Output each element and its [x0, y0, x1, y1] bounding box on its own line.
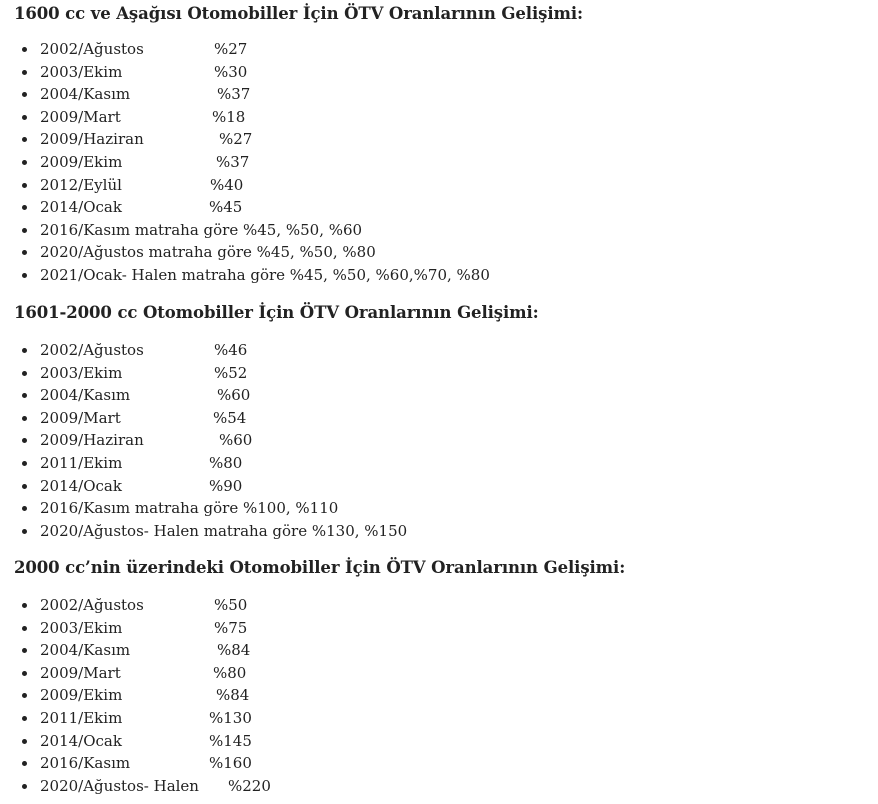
bullet-icon [22, 648, 27, 653]
period-text: 2020/Ağustos matraha göre %45, %50, %80 [40, 243, 376, 262]
period-text: 2009/Mart [40, 663, 121, 682]
period-text: 2009/Haziran [40, 431, 144, 450]
period-text: 2003/Ekim [40, 618, 123, 637]
period-text: 2002/Ağustos [40, 40, 144, 58]
section-title: 1600 cc ve Aşağısı Otomobiller İçin ÖTV Oranlarının Gelişimi: [14, 4, 584, 23]
bullet-icon [22, 371, 27, 376]
period-text: 2009/Ekim [40, 152, 123, 171]
rate-value: %18 [212, 107, 246, 126]
rate-value: %60 [219, 431, 253, 450]
period-text: 2014/Ocak [40, 476, 122, 495]
bullet-icon [22, 228, 27, 233]
bullet-icon [22, 115, 27, 120]
period-text: 2014/Ocak [40, 198, 122, 217]
bullet-icon [22, 393, 27, 398]
bullet-icon [22, 273, 27, 278]
period-text: 2002/Ağustos [40, 596, 144, 614]
rate-value: %220 [228, 776, 271, 795]
bullet-icon [22, 461, 27, 466]
period-text: 2003/Ekim [40, 363, 123, 382]
bullet-icon [22, 47, 27, 52]
rate-value: %160 [209, 754, 252, 773]
bullet-icon [22, 92, 27, 97]
rate-value: %84 [217, 641, 251, 660]
bullet-icon [22, 761, 27, 766]
rate-value: %27 [219, 130, 253, 149]
rate-value: %54 [213, 408, 247, 427]
bullet-icon [22, 529, 27, 534]
rate-value: %90 [209, 476, 243, 495]
bullet-icon [22, 739, 27, 744]
rate-value: %37 [217, 85, 251, 104]
bullet-icon [22, 484, 27, 489]
rate-value: %75 [214, 618, 248, 637]
section-title: 1601-2000 cc Otomobiller İçin ÖTV Oranlarının Gelişimi: [14, 303, 539, 322]
bullet-icon [22, 603, 27, 608]
bullet-icon [22, 506, 27, 511]
period-text: 2004/Kasım [40, 641, 131, 660]
period-text: 2014/Ocak [40, 731, 122, 750]
rate-value: %40 [210, 175, 244, 194]
period-text: 2011/Ekim [40, 453, 123, 472]
bullet-icon [22, 626, 27, 631]
rate-value: %60 [217, 386, 251, 405]
rate-value: %37 [216, 152, 250, 171]
bullet-icon [22, 160, 27, 165]
period-text: 2020/Ağustos- Halen [40, 776, 199, 795]
period-text: 2011/Ekim [40, 708, 123, 727]
bullet-icon [22, 784, 27, 789]
bullet-icon [22, 205, 27, 210]
rate-value: %84 [216, 686, 250, 705]
rate-value: %50 [214, 596, 248, 614]
bullet-icon [22, 693, 27, 698]
section-title: 2000 cc’nin üzerindeki Otomobiller İçin ÖTV Oranlarının Gelişimi: [14, 558, 626, 577]
period-text: 2021/Ocak- Halen matraha göre %45, %50, %60,%70, %80 [40, 265, 490, 284]
period-text: 2016/Kasım [40, 754, 131, 773]
rate-value: %145 [209, 731, 252, 750]
rate-value: %80 [213, 663, 247, 682]
period-text: 2016/Kasım matraha göre %45, %50, %60 [40, 220, 363, 239]
period-text: 2004/Kasım [40, 85, 131, 104]
bullet-icon [22, 348, 27, 353]
period-text: 2016/Kasım matraha göre %100, %110 [40, 499, 339, 518]
period-text: 2009/Mart [40, 107, 121, 126]
period-text: 2012/Eylül [40, 175, 122, 194]
rate-value: %130 [209, 708, 252, 727]
bullet-icon [22, 671, 27, 676]
bullet-icon [22, 716, 27, 721]
bullet-icon [22, 416, 27, 421]
period-text: 2009/Haziran [40, 130, 144, 149]
period-text: 2004/Kasım [40, 386, 131, 405]
rate-value: %27 [214, 40, 248, 58]
period-text: 2009/Ekim [40, 686, 123, 705]
rate-value: %30 [214, 62, 248, 81]
bullet-icon [22, 438, 27, 443]
rate-value: %80 [209, 453, 243, 472]
period-text: 2002/Ağustos [40, 341, 144, 359]
rate-value: %46 [214, 341, 248, 359]
bullet-icon [22, 137, 27, 142]
bullet-icon [22, 250, 27, 255]
bullet-icon [22, 183, 27, 188]
rate-value: %52 [214, 363, 248, 382]
rate-value: %45 [209, 198, 243, 217]
period-text: 2003/Ekim [40, 62, 123, 81]
period-text: 2020/Ağustos- Halen matraha göre %130, %150 [40, 521, 408, 540]
period-text: 2009/Mart [40, 408, 121, 427]
bullet-icon [22, 70, 27, 75]
